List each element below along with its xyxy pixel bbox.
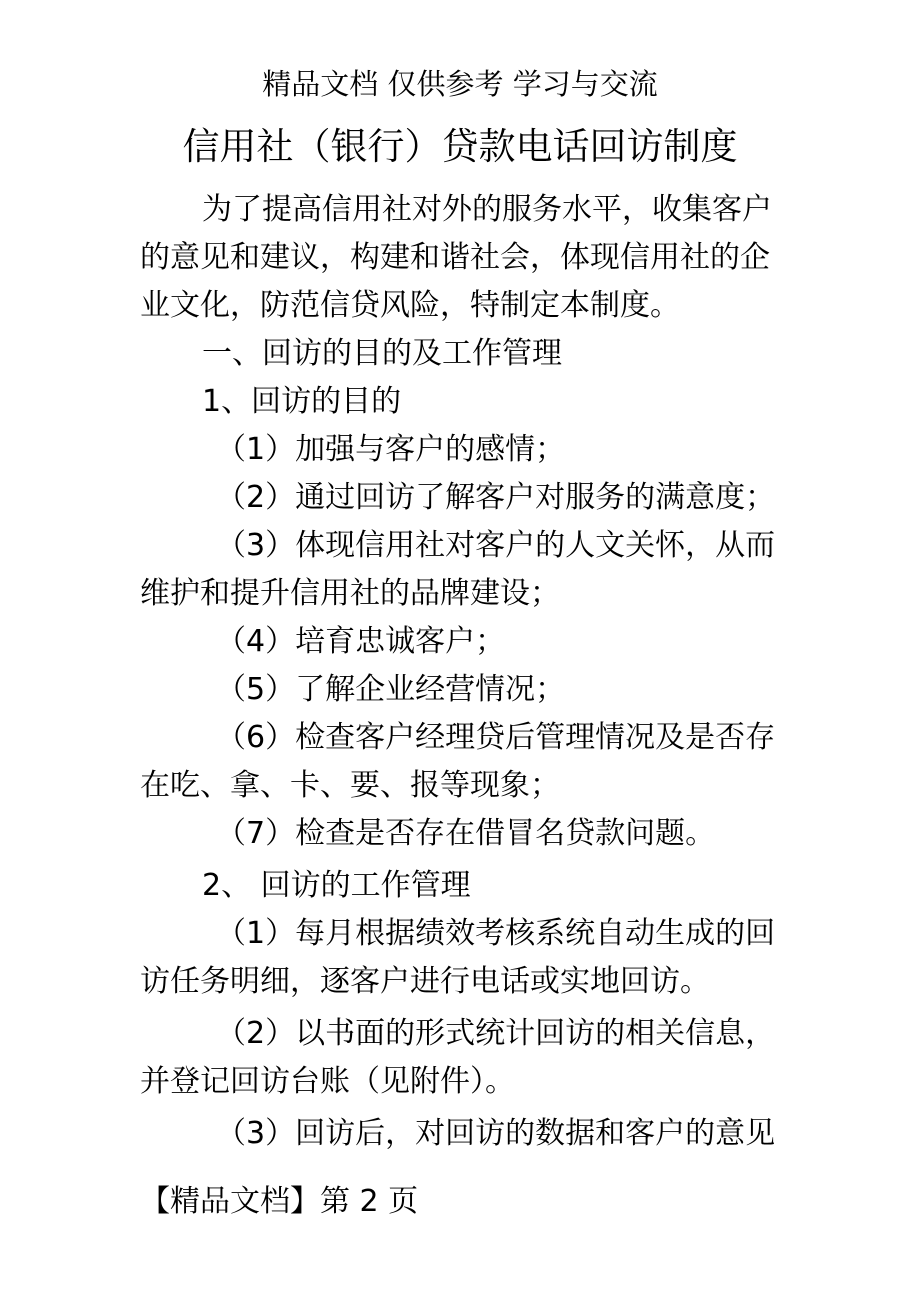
header-note: 精品文档 仅供参考 学习与交流 [262,67,658,101]
subsection-2-heading-text: 2、 回访的工作管理 [202,868,471,903]
purpose-list [140,426,785,858]
section-1-heading [140,330,785,378]
work-item-2-line-2: 并登记回访台账（见附件）。 [140,1064,515,1099]
intro-line-1: 为了提高信用社对外的服务水平，收集客户 [202,192,772,227]
work-item-1-line-2: 访任务明细，逐客户进行电话或实地回访。 [140,964,710,999]
page-footer: 【精品文档】第 2 页 [140,1184,419,1219]
purpose-item-5: （5）了解企业经营情况； [216,672,566,707]
section-1-heading-text: 一、回访的目的及工作管理 [202,336,562,371]
purpose-item-3-line-1: （3）体现信用社对客户的人文关怀，从而 [216,528,776,563]
subsection-2-heading [140,862,785,910]
work-item-2-line-1: （2）以书面的形式统计回访的相关信息， [216,1016,776,1051]
purpose-item-6-line-2: 在吃、拿、卡、要、报等现象； [140,768,560,803]
purpose-item-3-line-2: 维护和提升信用社的品牌建设； [140,576,560,611]
intro-paragraph [140,186,785,330]
purpose-item-6-line-1: （6）检查客户经理贷后管理情况及是否存 [216,720,776,755]
purpose-item-4: （4）培育忠诚客户； [216,624,506,659]
purpose-item-1: （1）加强与客户的感情； [216,432,566,467]
work-list [140,910,785,1158]
intro-line-3: 业文化，防范信贷风险，特制定本制度。 [140,288,680,323]
work-item-3-line-1: （3）回访后，对回访的数据和客户的意见 [216,1116,776,1151]
purpose-item-7: （7）检查是否存在借冒名贷款问题。 [216,816,716,851]
intro-line-2: 的意见和建议，构建和谐社会，体现信用社的企 [140,240,770,275]
subsection-1-heading [140,378,785,426]
work-item-1-line-1: （1）每月根据绩效考核系统自动生成的回 [216,916,776,951]
purpose-item-2: （2）通过回访了解客户对服务的满意度； [216,480,776,515]
document-title: 信用社（银行）贷款电话回访制度 [182,125,738,168]
subsection-1-heading-text: 1、回访的目的 [202,384,402,419]
